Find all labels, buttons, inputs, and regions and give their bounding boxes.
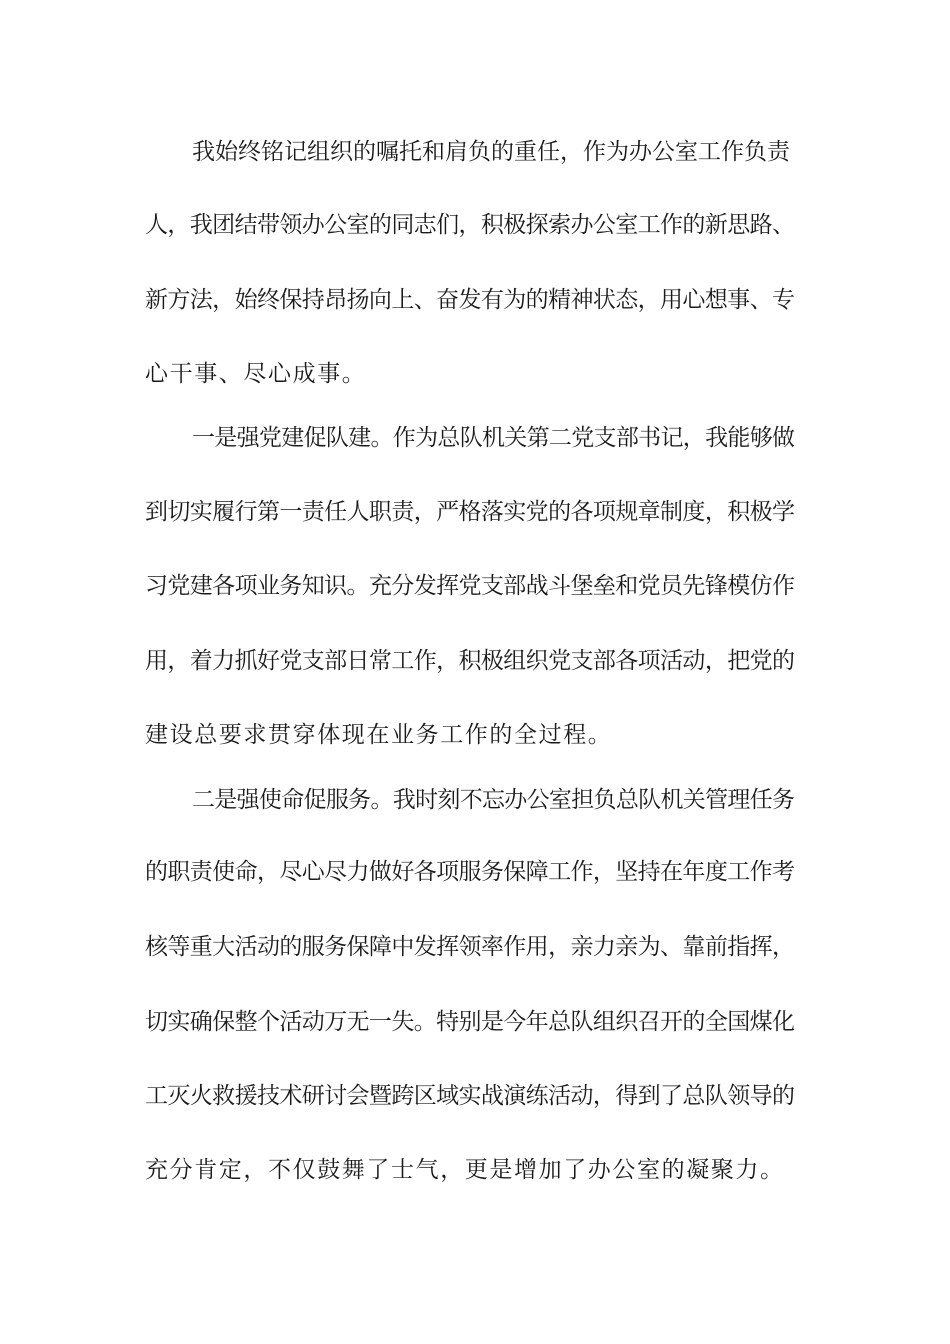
paragraph-1-line-3: 新方法，始终保持昂扬向上、奋发有为的精神状态，用心想事、专 (145, 287, 795, 313)
paragraph-1-line-1: 我始终铭记组织的嘱托和肩负的重任，作为办公室工作负责 (192, 139, 790, 165)
paragraph-3-line-2: 的职责使命，尽心尽力做好各项服务保障工作，坚持在年度工作考 (145, 859, 795, 885)
paragraph-2-line-5: 建设总要求贯穿体现在业务工作的全过程。 (145, 722, 613, 748)
paragraph-1-line-2: 人，我团结带领办公室的同志们，积极探索办公室工作的新思路、 (145, 212, 795, 238)
paragraph-3-line-5: 工灭火救援技术研讨会暨跨区域实战演练活动，得到了总队领导的 (145, 1083, 795, 1109)
paragraph-2-line-4: 用，着力抓好党支部日常工作，积极组织党支部各项活动，把党的 (145, 648, 795, 674)
paragraph-2-line-1: 一是强党建促队建。作为总队机关第二党支部书记，我能够做 (192, 425, 795, 451)
paragraph-2-line-3: 习党建各项业务知识。充分发挥党支部战斗堡垒和党员先锋模仿作 (145, 573, 795, 599)
paragraph-1-line-4: 心干事、尽心成事。 (145, 361, 367, 387)
paragraph-3-line-1: 二是强使命促服务。我时刻不忘办公室担负总队机关管理任务 (192, 787, 795, 813)
paragraph-3-line-6: 充分肯定，不仅鼓舞了士气，更是增加了办公室的凝聚力。 (145, 1157, 785, 1183)
paragraph-3-line-4: 切实确保整个活动万无一失。特别是今年总队组织召开的全国煤化 (145, 1009, 795, 1035)
paragraph-2-line-2: 到切实履行第一责任人职责，严格落实党的各项规章制度，积极学 (145, 499, 795, 525)
paragraph-3-line-3: 核等重大活动的服务保障中发挥领率作用，亲力亲为、靠前指挥， (145, 934, 795, 960)
